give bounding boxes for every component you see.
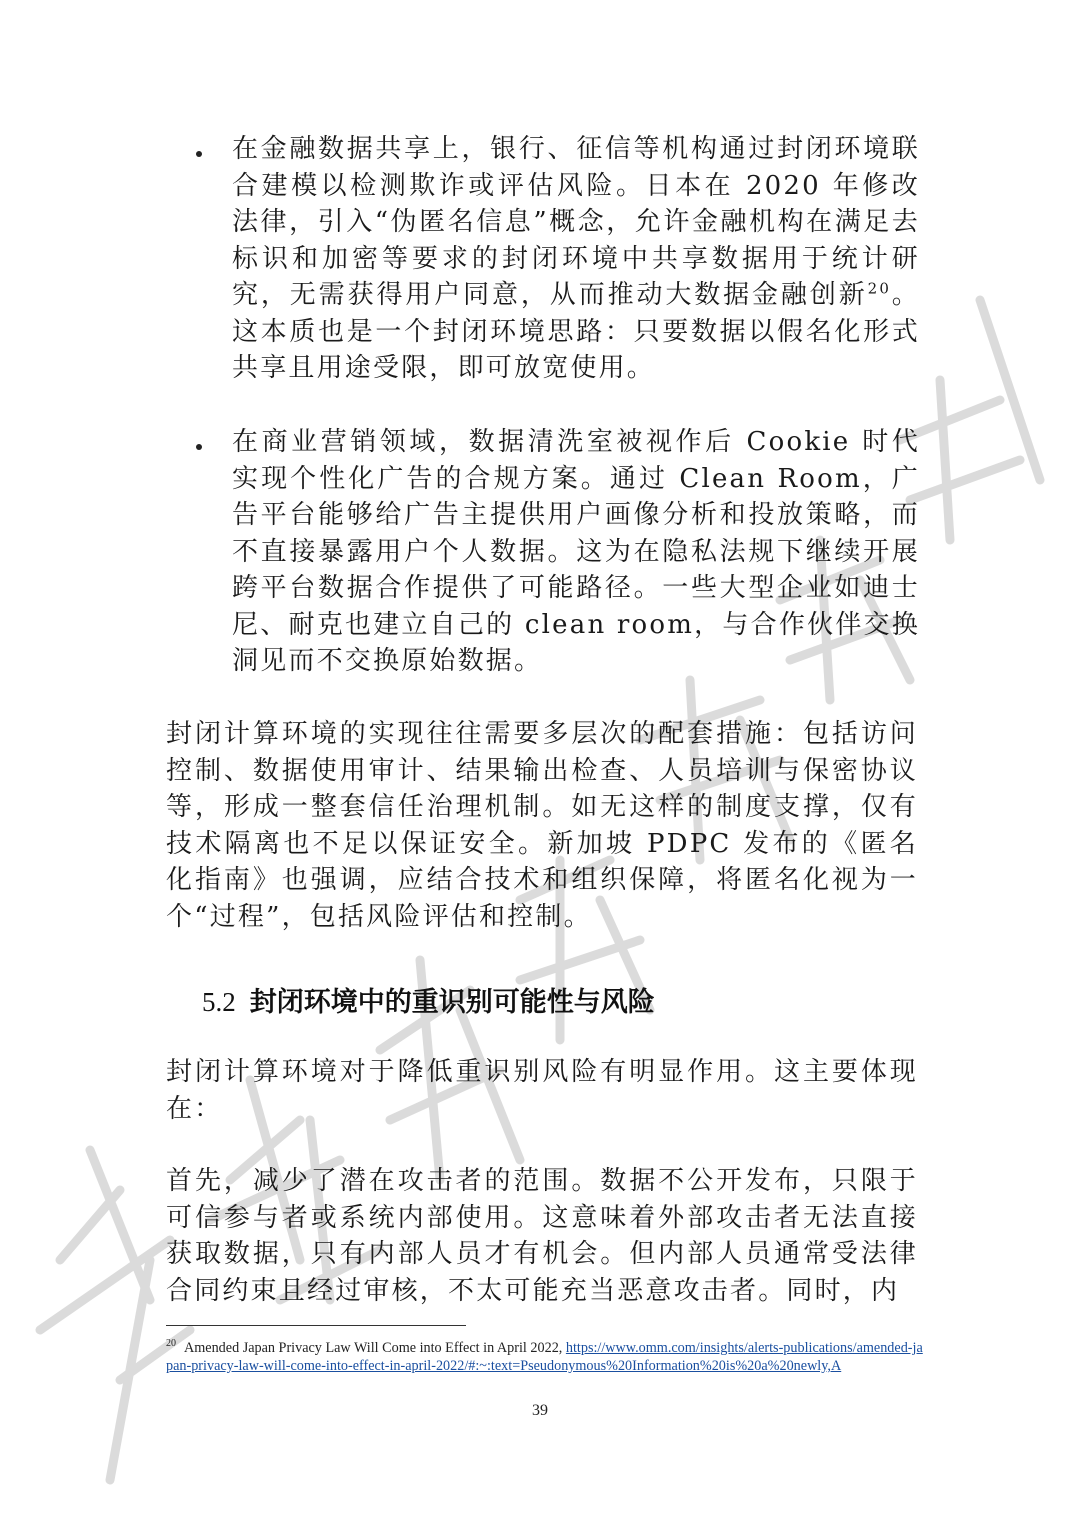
section-number: 5.2 <box>202 987 236 1017</box>
footnote-ref[interactable]: 20 <box>867 279 892 298</box>
page-number: 39 <box>532 1402 548 1419</box>
bullet-item-marketing <box>196 424 920 680</box>
bullet-text: 在金融数据共享上，银行、征信等机构通过封闭环境联合建模以检测欺诈或评估风险。日本在 2020 年修改法律，引入“伪匿名信息”概念，允许金融机构在满足去标识和加密等要求的封闭环境中共享数据用于统计研究，无需获得用户同意，从而推动大数据金融创新$^{20}$。这本质也是一个封闭环境思路：只要数据以假名化形式共享且用途受限，即可放宽使用。 <box>232 134 921 383</box>
bullet-item-financial <box>196 131 920 387</box>
footnote-text: Amended Japan Privacy Law Will Come into Effect in April 2022, <box>184 1340 566 1356</box>
footnote <box>166 1339 926 1375</box>
paragraph-first-point: 首先，减少了潜在攻击者的范围。数据不公开发布，只限于可信参与者或系统内部使用。这意味着外部攻击者无法直接获取数据，只有内部人员才有机会。但内部人员通常受法律合同约束且经过审核，不太可能充当恶意攻击者。同时，内 <box>166 1166 918 1306</box>
bullet-dot <box>196 444 202 450</box>
bullet-dot <box>196 151 202 157</box>
paragraph-intro: 封闭计算环境对于降低重识别风险有明显作用。这主要体现在： <box>166 1057 918 1124</box>
footnote-link[interactable]: https://www.omm.com/insights/alerts-publications/amended-japan-privacy-law-will-come-into-effect-in-april-2022/#:~:text=Pseudonymous%20Information%20is%20a%20newly,A <box>166 1340 923 1374</box>
paragraph-governance: 封闭计算环境的实现往往需要多层次的配套措施：包括访问控制、数据使用审计、结果输出检查、人员培训与保密协议等，形成一整套信任治理机制。如无这样的制度支撑，仅有技术隔离也不足以保证安全。新加坡 PDPC 发布的《匿名化指南》也强调，应结合技术和组织保障，将匿名化视为一个“过程”，包括风险评估和控制。 <box>166 719 918 932</box>
bullet-text: 在商业营销领域，数据清洗室被视作后 Cookie 时代实现个性化广告的合规方案。通过 Clean Room，广告平台能够给广告主提供用户画像分析和投放策略，而不直接暴露用户个人数据。这为在隐私法规下继续开展跨平台数据合作提供了可能路径。一些大型企业如迪士尼、耐克也建立自己的 clean room，与合作伙伴交换洞见而不交换原始数据。 <box>232 427 920 676</box>
footnote-divider <box>166 1325 466 1326</box>
section-heading <box>202 980 655 1019</box>
footnote-number: 20 <box>166 1338 176 1350</box>
section-title: 封闭环境中的重识别可能性与风险 <box>249 987 655 1018</box>
